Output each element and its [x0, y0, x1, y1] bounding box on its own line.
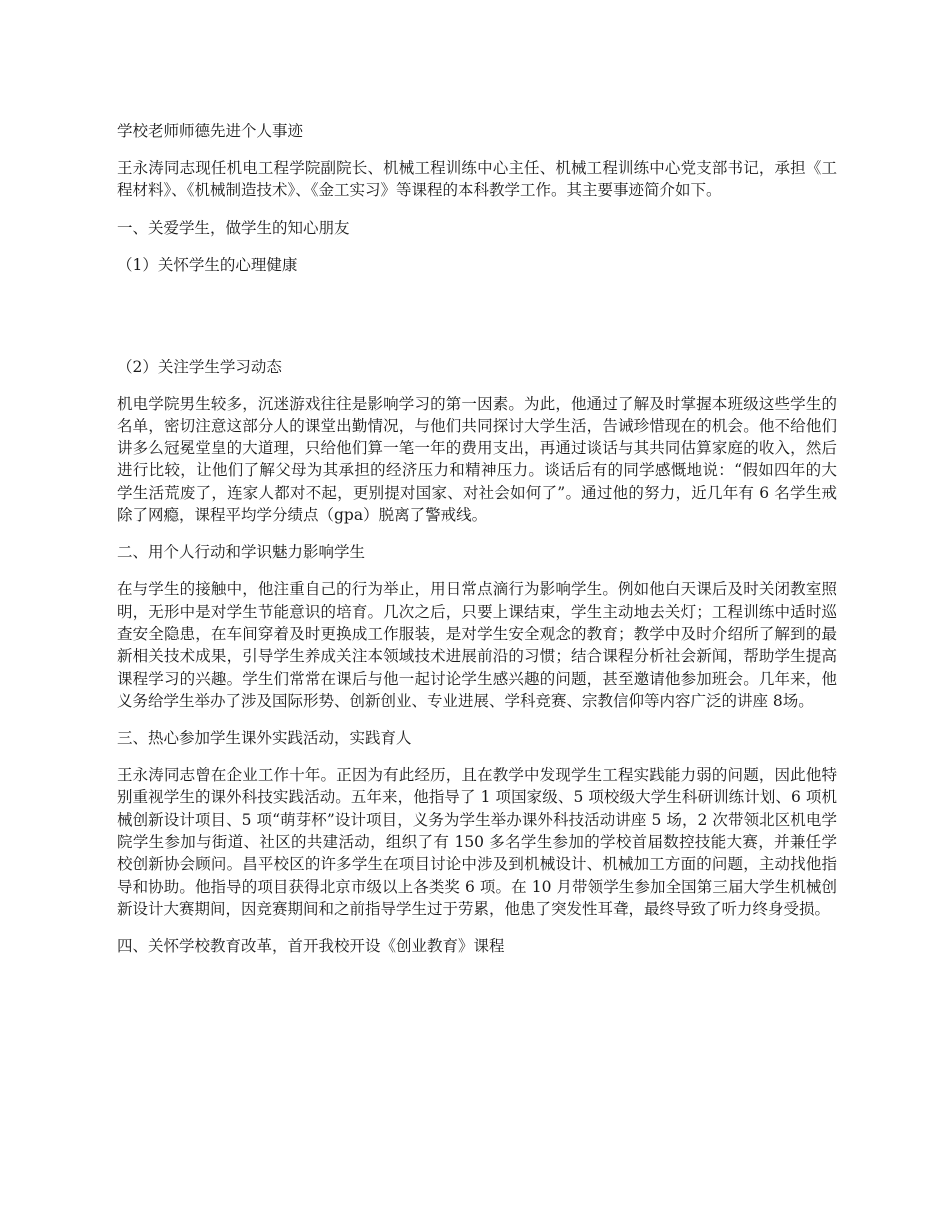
section3-body: 王永涛同志曾在企业工作十年。正因为有此经历，且在教学中发现学生工程实践能力弱的问题，因此他特别重视学生的课外科技实践活动。五年来，他指导了 1 项国家级、5 项校级大学生科研训练计划、6 项机械创新设计项目、5 项“萌芽杯”设计项目，义务为学生举办课外科技活动讲座 5 场，2 次带领北区机电学院学生参加与街道、社区的共建活动，组织了有 150 多名学生参加的学校首届数控技能大赛，并兼任学校创新协会顾问。昌平校区的许多学生在项目讨论中涉及到机械设计、机械加工方面的问题，主动找他指导和协助。他指导的项目获得北京市级以上各类奖 6 项。在 10 月带领学生参加全国第三届大学生机械创新设计大赛期间，因竞赛期间和之前指导学生过于劳累，他患了突发性耳聋，最终导致了听力终身受损。 [117, 766, 837, 918]
intro-paragraph: 王永涛同志现任机电工程学院副院长、机械工程训练中心主任、机械工程训练中心党支部书记，承担《工程材料》、《机械制造技术》、《金工实习》等课程的本科教学工作。其主要事迹简介如下。 [117, 159, 837, 200]
section1-heading: 一、关爱学生，做学生的知心朋友 [117, 218, 350, 237]
section3-heading: 三、热心参加学生课外实践活动，实践育人 [117, 729, 412, 748]
document-title: 学校老师师德先进个人事迹 [117, 122, 304, 140]
section1-subheading-1: （1）关怀学生的心理健康 [117, 255, 298, 274]
section1-subheading-2: （2）关注学生学习动态 [117, 357, 282, 376]
section4-heading: 四、关怀学校教育改革，首开我校开设《创业教育》课程 [117, 937, 505, 956]
section1-body: 机电学院男生较多，沉迷游戏往往是影响学习的第一因素。为此，他通过了解及时掌握本班级这些学生的名单，密切注意这部分人的课堂出勤情况，与他们共同探讨大学生活，告诫珍惜现在的机会。他不给他们讲多么冠冕堂皇的大道理，只给他们算一笔一年的费用支出，再通过谈话与其共同估算家庭的收入，然后进行比较，让他们了解父母为其承担的经济压力和精神压力。谈话后有的同学感慨地说：“假如四年的大学生活荒废了，连家人都对不起，更别提对国家、对社会如何了”。通过他的努力，近几年有 6 名学生戒除了网瘾，课程平均学分绩点（gpa）脱离了警戒线。 [117, 394, 837, 525]
section2-body: 在与学生的接触中，他注重自己的行为举止，用日常点滴行为影响学生。例如他白天课后及时关闭教室照明，无形中是对学生节能意识的培育。几次之后，只要上课结束，学生主动地去关灯；工程训练中适时巡查安全隐患，在车间穿着及时更换成工作服装，是对学生安全观念的教育；教学中及时介绍所了解到的最新相关技术成果，引导学生养成关注本领域技术进展前沿的习惯；结合课程分析社会新闻，帮助学生提高课程学习的兴趣。学生们常常在课后与他一起讨论学生感兴趣的问题，甚至邀请他参加班会。几年来，他义务给学生举办了涉及国际形势、创新创业、专业进展、学科竞赛、宗教信仰等内容广泛的讲座 8场。 [117, 580, 837, 710]
document-page [117, 120, 837, 957]
section2-heading: 二、用个人行动和学识魅力影响学生 [117, 543, 366, 562]
